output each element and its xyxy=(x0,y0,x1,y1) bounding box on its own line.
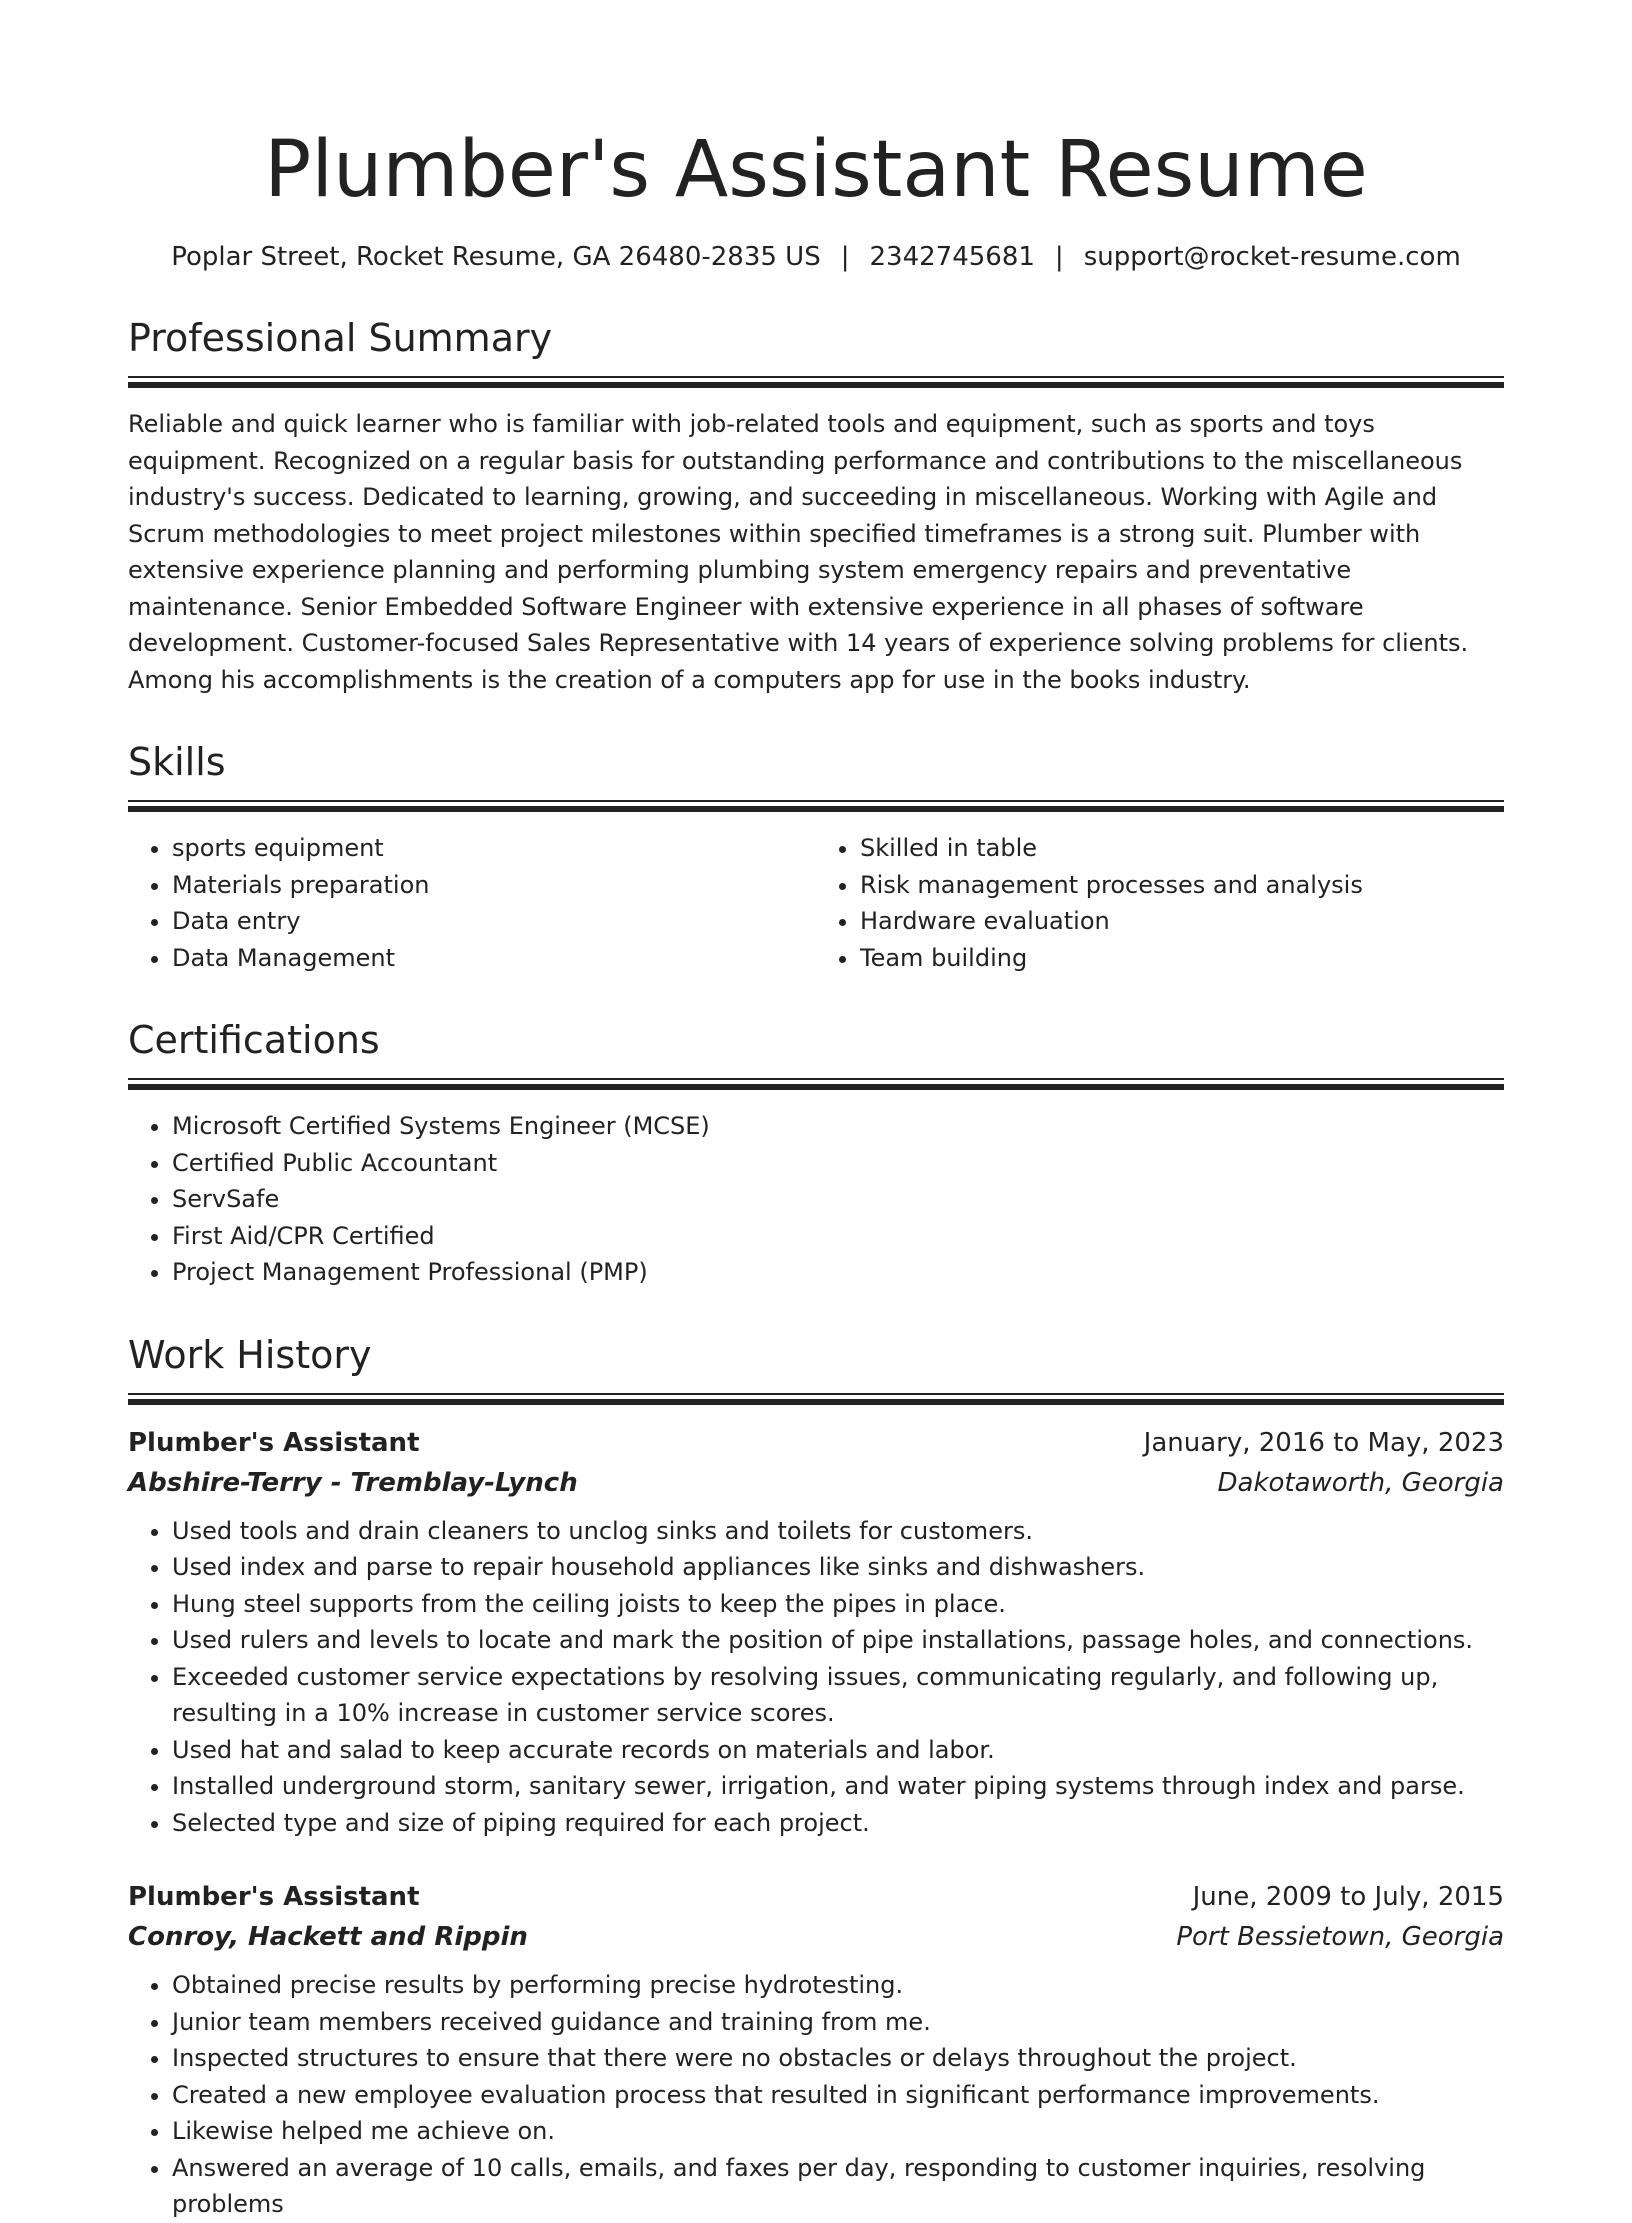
section-divider xyxy=(128,376,1504,378)
job-location: Port Bessietown, Georgia xyxy=(1176,1922,1504,1952)
certifications-list xyxy=(128,1108,1504,1291)
section-divider xyxy=(128,1393,1504,1395)
list-item: • Junior team members received guidance and training from me. xyxy=(172,2004,1504,2041)
summary-section xyxy=(128,314,1504,698)
list-item: • First Aid/CPR Certified xyxy=(172,1218,1504,1255)
list-item: • Used tools and drain cleaners to unclog sinks and toilets for customers. xyxy=(172,1513,1504,1550)
list-item: • Team building xyxy=(860,940,1504,977)
section-divider xyxy=(128,806,1504,812)
job-company-row xyxy=(128,1917,1504,1957)
list-item: • Risk management processes and analysis xyxy=(860,867,1504,904)
job-company: Conroy, Hackett and Rippin xyxy=(128,1922,528,1952)
section-divider xyxy=(128,1084,1504,1090)
list-item: • Materials preparation xyxy=(172,867,816,904)
certifications-heading: Certifications xyxy=(128,1018,380,1062)
page-title: Plumber's Assistant Resume xyxy=(264,125,1368,215)
skills-heading: Skills xyxy=(128,740,226,784)
section-divider xyxy=(128,800,1504,802)
list-item: • Hung steel supports from the ceiling joists to keep the pipes in place. xyxy=(172,1586,1504,1623)
job-company: Abshire-Terry - Tremblay-Lynch xyxy=(128,1467,578,1498)
list-item: • Obtained precise results by performing precise hydrotesting. xyxy=(172,1967,1504,2004)
job-company-row xyxy=(128,1463,1504,1503)
job-dates: January, 2016 to May, 2023 xyxy=(1143,1427,1504,1458)
list-item: • Selected type and size of piping required for each project. xyxy=(172,1805,1504,1842)
job-duties-list xyxy=(128,1967,1504,2223)
contact-email: support@rocket-resume.com xyxy=(1083,242,1461,272)
list-item: • Microsoft Certified Systems Engineer (MCSE) xyxy=(172,1108,1504,1145)
summary-heading: Professional Summary xyxy=(128,316,553,360)
job-entry xyxy=(128,1877,1504,2223)
list-item: • Skilled in table xyxy=(860,830,1504,867)
list-item: • Created a new employee evaluation process that resulted in significant performance improvements. xyxy=(172,2077,1504,2114)
job-header-row xyxy=(128,1877,1504,1917)
list-item: • Certified Public Accountant xyxy=(172,1145,1504,1182)
list-item: • Used hat and salad to keep accurate records on materials and labor. xyxy=(172,1732,1504,1769)
section-divider xyxy=(128,1399,1504,1405)
contact-address: Poplar Street, Rocket Resume, GA 26480-2835 US xyxy=(171,242,821,272)
job-title: Plumber's Assistant xyxy=(128,1882,420,1912)
list-item: • ServSafe xyxy=(172,1181,1504,1218)
list-item: • Answered an average of 10 calls, emails, and faxes per day, responding to customer inquiries, resolving problems xyxy=(172,2150,1504,2223)
list-item: • Exceeded customer service expectations by resolving issues, communicating regularly, and following up, resulting in a 10% increase in customer service scores. xyxy=(172,1659,1504,1732)
contact-line xyxy=(128,240,1504,274)
list-item: • Likewise helped me achieve on. xyxy=(172,2113,1504,2150)
list-item: • Used rulers and levels to locate and mark the position of pipe installations, passage holes, and connections. xyxy=(172,1622,1504,1659)
job-title: Plumber's Assistant xyxy=(128,1427,420,1458)
job-entry xyxy=(128,1423,1504,1842)
skills-grid xyxy=(128,830,1504,976)
job-header-row xyxy=(128,1423,1504,1463)
list-item: • Installed underground storm, sanitary sewer, irrigation, and water piping systems through index and parse. xyxy=(172,1768,1504,1805)
section-divider xyxy=(128,382,1504,388)
job-dates: June, 2009 to July, 2015 xyxy=(1192,1882,1504,1912)
job-location: Dakotaworth, Georgia xyxy=(1217,1467,1504,1498)
job-duties-list xyxy=(128,1513,1504,1842)
work-history-heading: Work History xyxy=(128,1332,372,1377)
skills-section xyxy=(128,738,1504,976)
certifications-section xyxy=(128,1016,1504,1291)
list-item: • Data entry xyxy=(172,903,816,940)
skills-list-right xyxy=(816,830,1504,976)
list-item: • Data Management xyxy=(172,940,816,977)
skills-list-left xyxy=(128,830,816,976)
work-history-section xyxy=(128,1331,1504,2223)
section-divider xyxy=(128,1078,1504,1080)
list-item: • Project Management Professional (PMP) xyxy=(172,1254,1504,1291)
contact-phone: 2342745681 xyxy=(869,242,1035,272)
list-item: • Hardware evaluation xyxy=(860,903,1504,940)
summary-text: Reliable and quick learner who is familiar with job-related tools and equipment, such as sports and toys equipment. Recognized on a regular basis for outstanding performance and contributions to the miscellaneous industry's success. Dedicated to learning, growing, and succeeding in miscellaneous. Working with Agile and Scrum methodologies to meet project milestones within specified timeframes is a strong suit. Plumber with extensive experience planning and performing plumbing system emergency repairs and preventative maintenance. Senior Embedded Software Engineer with extensive experience in all phases of software development. Customer-focused Sales Representative with 14 years of experience solving problems for clients. Among his accomplishments is the creation of a computers app for use in the books industry. xyxy=(128,410,1469,694)
contact-separator: | xyxy=(1054,242,1064,272)
list-item: • sports equipment xyxy=(172,830,816,867)
list-item: • Inspected structures to ensure that there were no obstacles or delays throughout the project. xyxy=(172,2040,1504,2077)
contact-separator: | xyxy=(840,242,850,272)
list-item: • Used index and parse to repair household appliances like sinks and dishwashers. xyxy=(172,1549,1504,1586)
